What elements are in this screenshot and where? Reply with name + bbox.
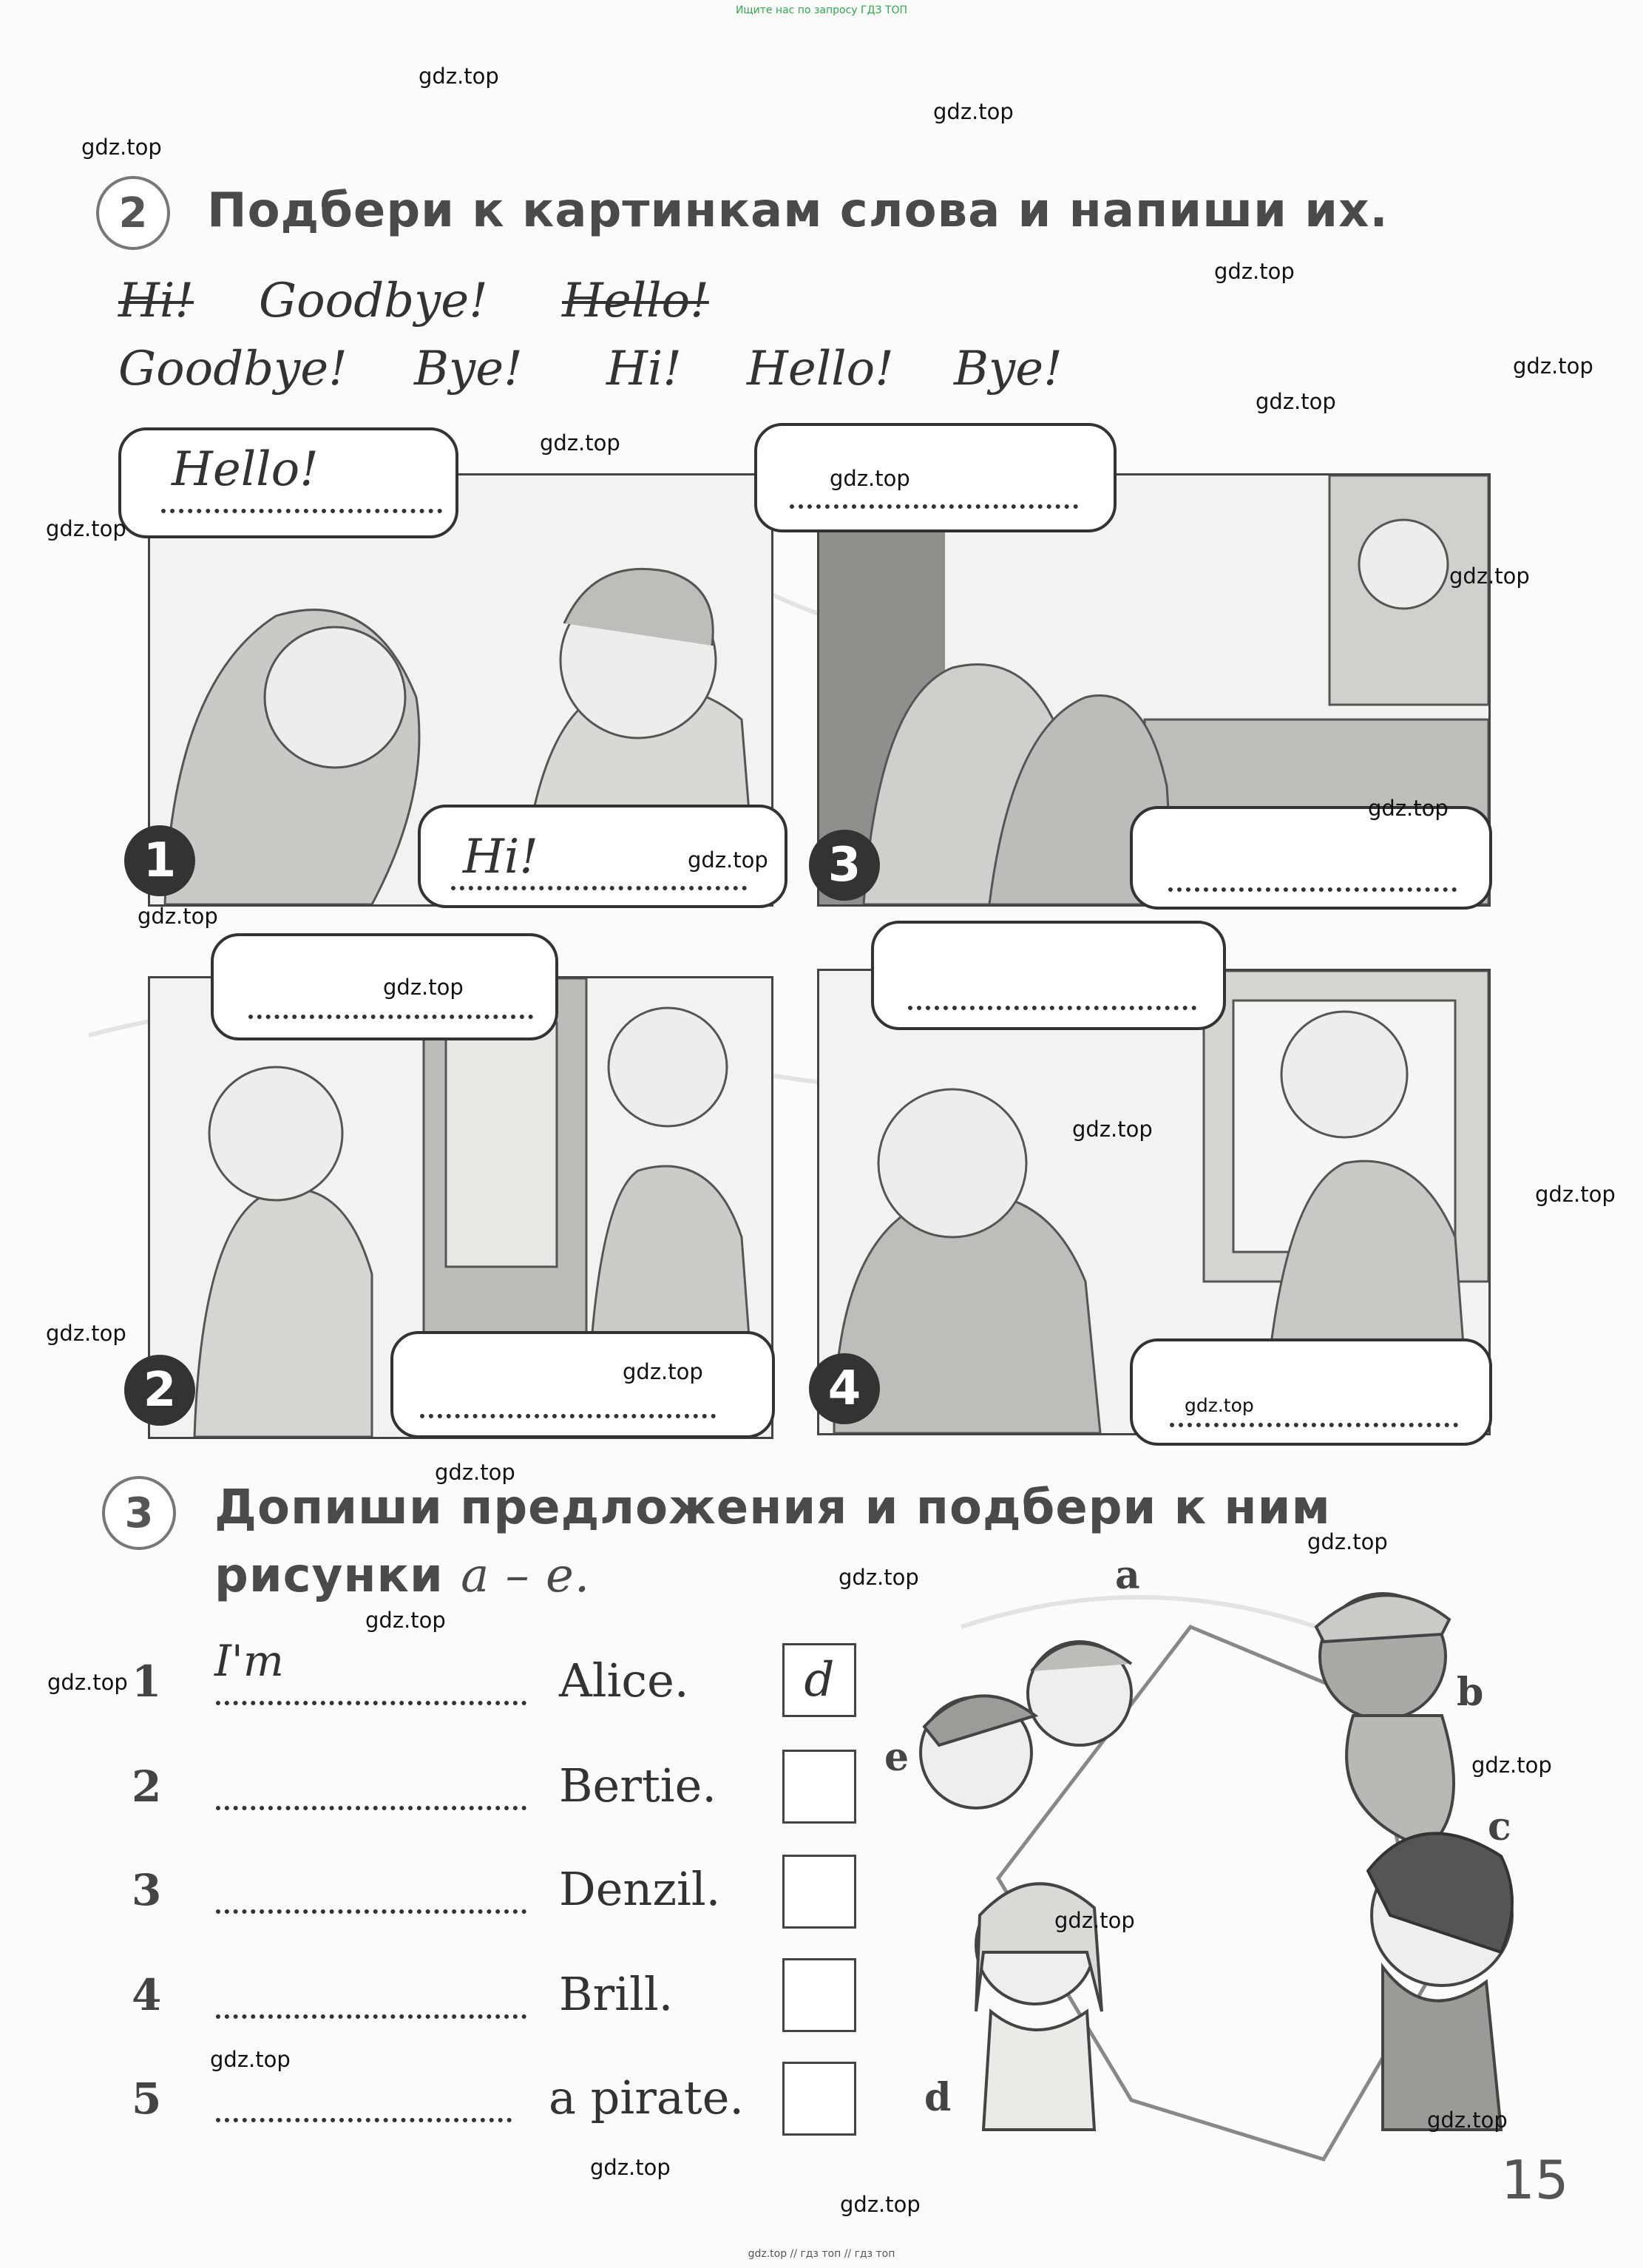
word-goodbye-2: Goodbye! [118,342,348,396]
watermark-27: gdz.top [210,2047,291,2072]
watermark-12: gdz.top [688,847,768,873]
watermark-24: gdz.top [47,1670,128,1695]
panel-1-bottom-answer: Hi! [463,830,538,884]
exercise-2-title: Подбери к картинкам слова и напиши их. [207,183,1389,238]
watermark-5: gdz.top [1513,353,1593,379]
panel-4-number: 4 [809,1353,880,1424]
panel-2-number: 2 [124,1355,195,1426]
label-d: d [924,2075,952,2120]
watermark-14: gdz.top [383,975,464,1000]
label-c: c [1488,1804,1511,1849]
exercise-3-title-range: a – e. [461,1548,591,1603]
exercise-3-title-line2 [214,1548,590,1603]
word-hello-2: Hello! [747,342,894,396]
panel-2-top-line [248,1015,533,1019]
row-2-number: 2 [132,1761,162,1812]
exercise-2-number: 2 [96,176,170,250]
row-1-number: 1 [132,1656,162,1707]
bottom-notice: gdz.top // гдз топ // гдз топ [748,2248,895,2260]
row-4-number: 4 [132,1970,162,2020]
watermark-6: gdz.top [1256,389,1336,414]
row-3-word: Denzil. [559,1862,721,1916]
panel-4-bottom-line [1170,1423,1458,1427]
exercise-3-number: 3 [102,1476,176,1550]
watermark-9: gdz.top [46,516,126,541]
watermark-20: gdz.top [435,1460,515,1485]
watermark-29: gdz.top [590,2155,671,2180]
row-4-line [216,2014,526,2019]
watermark-11: gdz.top [1368,796,1449,821]
row-1-word: Alice. [559,1653,689,1707]
panel-4-bottom-bubble [1130,1338,1492,1446]
watermark-8: gdz.top [830,466,910,491]
row-1-line [216,1701,526,1705]
exercise-3-title-risunki: рисунки [214,1548,444,1603]
watermark-13: gdz.top [138,904,218,929]
panel-1-top-line [161,509,442,513]
row-4-word: Brill. [559,1967,674,2021]
watermark-19: gdz.top [1185,1395,1254,1416]
word-hi-2: Hi! [606,342,682,396]
watermark-2: gdz.top [933,99,1014,124]
watermark-22: gdz.top [839,1565,919,1590]
watermark-3: gdz.top [81,135,162,160]
panel-1-bottom-line [451,886,747,890]
word-hi-1: Hi! [118,274,194,328]
row-3-line [216,1909,526,1914]
panel-3-top-bubble [754,423,1117,532]
panel-2-bottom-bubble [390,1331,775,1438]
watermark-10: gdz.top [1449,563,1530,589]
watermark-28: gdz.top [1427,2108,1508,2133]
watermark-4: gdz.top [1214,259,1295,284]
word-goodbye-1: Goodbye! [259,274,488,328]
panel-3-top-line [790,504,1078,509]
panel-1-number: 1 [124,825,195,896]
watermark-16: gdz.top [1535,1182,1616,1207]
row-4-answer-box[interactable] [782,1958,856,2032]
watermark-18: gdz.top [623,1359,703,1384]
label-b: b [1457,1670,1484,1715]
row-2-word: Bertie. [559,1758,717,1812]
row-3-number: 3 [132,1865,162,1915]
characters-illustration [909,1568,1575,2181]
watermark-17: gdz.top [46,1321,126,1346]
row-5-number: 5 [132,2074,162,2124]
watermark-1: gdz.top [419,64,499,89]
label-e: e [884,1735,909,1780]
page-number: 15 [1501,2149,1569,2211]
label-a: a [1115,1553,1140,1598]
panel-4-top-line [908,1006,1196,1010]
row-5-word: a pirate. [549,2071,745,2125]
panel-3-bottom-line [1168,887,1457,892]
word-bye-2: Bye! [414,342,523,396]
watermark-23: gdz.top [365,1608,446,1633]
panel-3-bottom-bubble [1130,806,1492,910]
panel-2-bottom-line [420,1414,716,1418]
row-1-hint: I'm [214,1636,284,1686]
watermark-30: gdz.top [840,2192,921,2217]
word-bye-3: Bye! [954,342,1063,396]
panel-4-top-bubble [871,921,1226,1030]
panel-1-top-answer: Hello! [172,442,319,497]
row-1-answer-box[interactable]: d [782,1643,856,1717]
row-3-answer-box[interactable] [782,1855,856,1929]
watermark-26: gdz.top [1054,1908,1135,1933]
row-5-line [216,2118,512,2122]
panel-3-number: 3 [809,830,880,901]
watermark-15: gdz.top [1072,1117,1153,1142]
top-notice: Ищите нас по запросу ГДЗ ТОП [735,4,908,16]
exercise-3-title-line1: Допиши предложения и подбери к ним [214,1480,1331,1535]
watermark-7: gdz.top [540,430,620,456]
row-5-answer-box[interactable] [782,2062,856,2136]
row-2-line [216,1806,526,1810]
row-2-answer-box[interactable] [782,1750,856,1824]
watermark-25: gdz.top [1471,1753,1552,1778]
word-hello-1: Hello! [562,274,709,328]
watermark-21: gdz.top [1307,1529,1388,1554]
